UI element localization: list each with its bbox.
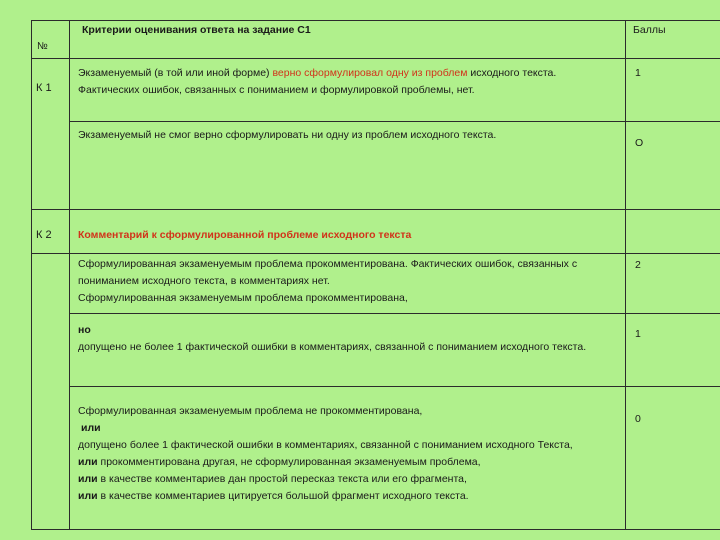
number-header: № bbox=[37, 41, 48, 52]
column-divider-1 bbox=[69, 20, 70, 530]
k1-row2-score: О bbox=[635, 137, 644, 149]
k2-row3-line2 bbox=[78, 454, 623, 471]
row-divider-k2-title bbox=[31, 253, 720, 254]
k2-row3-or4: или bbox=[78, 490, 98, 502]
k2-row3-line3 bbox=[78, 471, 623, 488]
k1-row1-highlight: верно сформулировал одну из проблем bbox=[272, 67, 468, 79]
k2-row3-line4 bbox=[78, 488, 623, 505]
k1-row2-text: Экзаменуемый не смог верно сформулировать ни одну из проблем исходного текста. bbox=[78, 129, 497, 141]
k2-row1-line2: Сформулированная экзаменуемым проблема прокомментирована, bbox=[78, 292, 408, 304]
k2-row3-or1: или bbox=[81, 422, 101, 434]
k1-row1-text-after: исходного текста. Фактических ошибок, связанных с пониманием и формулировкой проблемы, нет. bbox=[78, 67, 557, 96]
k2-row2-body: допущено не более 1 фактической ошибки в комментариях, связанной с пониманием исходного текста. bbox=[78, 341, 587, 353]
row-divider-k2-r2 bbox=[69, 386, 720, 387]
k2-row1-text bbox=[78, 256, 618, 307]
column-divider-2 bbox=[625, 20, 626, 530]
k2-title: Комментарий к сформулированной проблеме исходного текста bbox=[78, 229, 412, 241]
row-divider-header bbox=[31, 58, 720, 59]
k1-code: К 1 bbox=[36, 82, 52, 94]
score-header: Баллы bbox=[633, 24, 666, 36]
k1-row1-score: 1 bbox=[635, 67, 641, 79]
k2-row3-text4: в качестве комментариев цитируется большой фрагмент исходного текста. bbox=[97, 490, 469, 502]
k1-row1-text-before: Экзаменуемый (в той или иной форме) bbox=[78, 67, 273, 79]
k2-code: К 2 bbox=[36, 229, 52, 241]
k2-row2-text bbox=[78, 322, 623, 356]
row-divider-k2-r1 bbox=[69, 313, 720, 314]
k2-row3-intro: Сформулированная экзаменуемым проблема не прокомментирована, bbox=[78, 405, 423, 417]
k2-row3-text1: допущено более 1 фактической ошибки в комментариях, связанной с пониманием исходного Текста, bbox=[78, 439, 573, 451]
table-border-top bbox=[31, 20, 720, 21]
table-border-bottom bbox=[31, 529, 720, 530]
k2-row3-score: 0 bbox=[635, 413, 641, 425]
row-divider-k1-inner bbox=[69, 121, 720, 122]
k2-row2-connector: но bbox=[78, 324, 91, 336]
k2-row3-text3: в качестве комментариев дан простой пересказ текста или его фрагмента, bbox=[97, 473, 467, 485]
k2-row3-text bbox=[78, 403, 623, 505]
k2-row1-score: 2 bbox=[635, 259, 641, 271]
k2-row2-score: 1 bbox=[635, 328, 641, 340]
row-divider-k2 bbox=[31, 209, 720, 210]
k2-row1-line1: Сформулированная экзаменуемым проблема прокомментирована. Фактических ошибок, связанных с пониманием исходного текста, в комментариях нет. bbox=[78, 258, 578, 287]
k2-row3-text2: прокомментирована другая, не сформулированная экзаменуемым проблема, bbox=[97, 456, 481, 468]
criteria-header: Критерии оценивания ответа на задание С1 bbox=[82, 24, 311, 36]
k2-row3-or3: или bbox=[78, 473, 98, 485]
table-border-left bbox=[31, 20, 32, 530]
k2-row3-or2: или bbox=[78, 456, 98, 468]
k1-row1-text bbox=[78, 65, 618, 99]
